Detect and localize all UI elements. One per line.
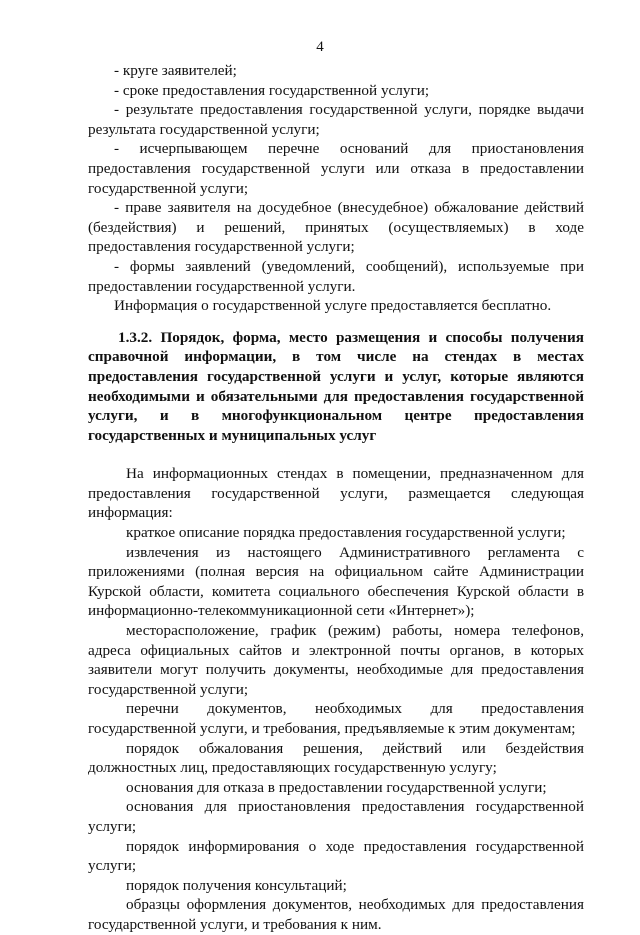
list-item: - формы заявлений (уведомлений, сообщений), используемые при предоставлении государственной услуги.: [88, 257, 584, 295]
stand-item: краткое описание порядка предоставления государственной услуги;: [126, 524, 566, 542]
stand-item: месторасположение, график (режим) работы, номера телефонов, адреса официальных сайтов и электронной почты органов, в которых заявители могут получить документы, необходимые для предоставления государственной услуги;: [88, 622, 584, 698]
list-item: - сроке предоставления государственной услуги;: [114, 81, 430, 99]
stand-item: порядок обжалования решения, действий или бездействия должностных лиц, предоставляющих государственную услугу;: [88, 739, 584, 777]
section-heading: 1.3.2. Порядок, форма, место размещения и способы получения справочной информации, в том числе на стендах в местах предоставления государственной услуги и услуг, которые являются необходимыми и обязательными для предоставления государственной услуги, и в многофункциональном центре предоставления государственных и муниципальных услуг: [88, 328, 584, 444]
free-info-paragraph: Информация о государственной услуге предоставляется бесплатно.: [114, 297, 552, 315]
stand-item: основания для отказа в предоставлении государственной услуги;: [126, 778, 547, 796]
stand-item: порядок получения консультаций;: [126, 876, 347, 894]
intro-paragraph: На информационных стендах в помещении, предназначенном для предоставления государственной услуги, размещается следующая информация:: [88, 465, 584, 522]
page-content: [88, 61, 584, 935]
list-item: - круге заявителей;: [114, 62, 237, 79]
page-number: 4: [316, 39, 324, 55]
stand-item: порядок информирования о ходе предоставления государственной услуги;: [88, 837, 584, 875]
stand-item: извлечения из настоящего Административного регламента с приложениями (полная версия на официальном сайте Администрации Курской области, комитета социального обеспечения Курской области в информационно-телекоммуникационной сети «Интернет»);: [88, 543, 584, 620]
list-item: - праве заявителя на досудебное (внесудебное) обжалование действий (бездействия) и решений, принятых (осуществляемых) в ходе предоставления государственной услуги;: [88, 199, 584, 256]
list-item: - результате предоставления государственной услуги, порядке выдачи результата государственной услуги;: [88, 101, 584, 138]
stand-item: образцы оформления документов, необходимых для предоставления государственной услуги, и требования к ним.: [88, 896, 584, 933]
list-item: - исчерпывающем перечне оснований для приостановления предоставления государственной услуги или отказа в предоставлении государственной услуги;: [88, 140, 584, 197]
stand-item: основания для приостановления предоставления государственной услуги;: [88, 798, 584, 835]
stand-item: перечни документов, необходимых для предоставления государственной услуги, и требования, предъявляемые к этим документам;: [88, 700, 584, 737]
